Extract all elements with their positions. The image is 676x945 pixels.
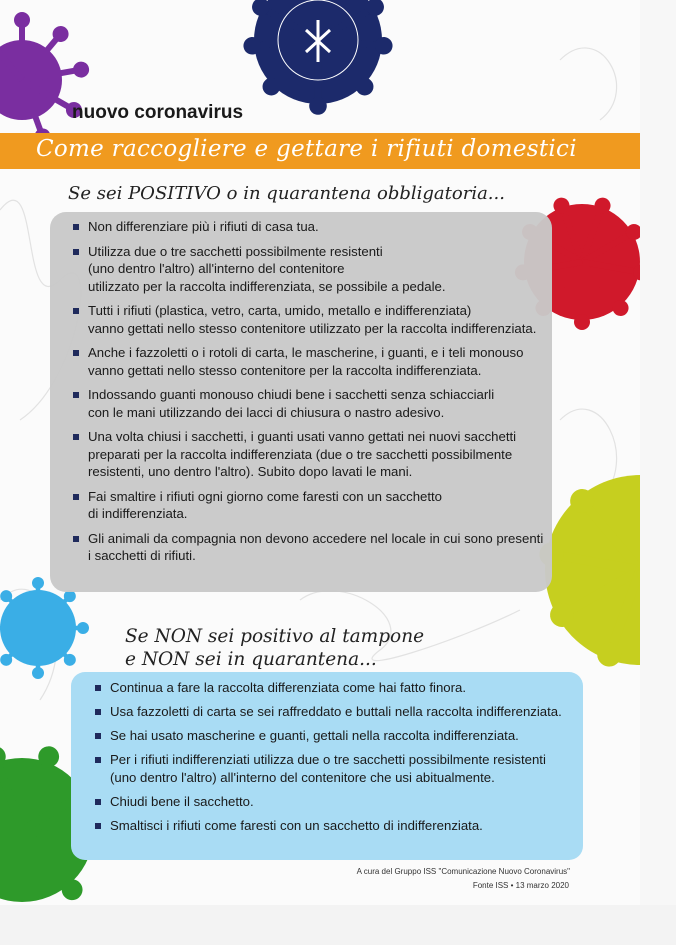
virus-lime-icon	[537, 475, 640, 670]
credit-text: A cura del Gruppo ISS "Comunicazione Nuovo Coronavirus"	[356, 867, 570, 876]
list-item: Per i rifiuti indifferenziati utilizza due o tre sacchetti possibilmente resistenti (uno dentro l'altro) all'interno del contenitore che usi abitualmente.	[90, 751, 580, 786]
section-negative-heading: Se NON sei positivo al tampone e NON sei in quarantena...	[125, 626, 425, 670]
virus-purple-icon	[0, 12, 90, 147]
right-margin	[640, 0, 676, 905]
list-item: Se hai usato mascherine e guanti, gettali nella raccolta indifferenziata.	[90, 727, 580, 745]
list-item: Chiudi bene il sacchetto.	[90, 793, 580, 811]
bottom-margin	[0, 905, 676, 945]
section-positive-list	[68, 218, 548, 572]
list-item: Indossando guanti monouso chiudi bene i sacchetti senza schiacciarli con le mani utilizzando dei lacci di chiusura o nastro adesivo.	[68, 386, 548, 421]
section-negative-list	[90, 679, 580, 841]
list-item: Smaltisci i rifiuti come faresti con un sacchetto di indifferenziata.	[90, 817, 580, 835]
list-item: Non differenziare più i rifiuti di casa tua.	[68, 218, 548, 236]
list-item: Anche i fazzoletti o i rotoli di carta, le mascherine, i guanti, e i teli monouso vanno gettati nello stesso contenitore per la raccolta indifferenziata.	[68, 344, 548, 379]
section-positive-heading: Se sei POSITIVO o in quarantena obbligatoria...	[68, 183, 505, 204]
list-item: Una volta chiusi i sacchetti, i guanti usati vanno gettati nei nuovi sacchetti preparati per la raccolta indifferenziata (due o tre sacchetti possibilmente resistenti, uno dentro l'altro). Subito dopo lavati le mani.	[68, 428, 548, 481]
list-item: Gli animali da compagnia non devono accedere nel locale in cui sono presenti i sacchetti di rifiuti.	[68, 530, 548, 565]
page-title: Come raccogliere e gettare i rifiuti domestici	[36, 136, 577, 162]
source-text: Fonte ISS • 13 marzo 2020	[472, 881, 569, 890]
list-item: Utilizza due o tre sacchetti possibilmente resistenti (uno dentro l'altro) all'interno del contenitore utilizzato per la raccolta indifferenziata, se possibile a pedale.	[68, 243, 548, 296]
list-item: Fai smaltire i rifiuti ogni giorno come faresti con un sacchetto di indifferenziata.	[68, 488, 548, 523]
list-item: Usa fazzoletti di carta se sei raffreddato e buttali nella raccolta indifferenziata.	[90, 703, 580, 721]
list-item: Tutti i rifiuti (plastica, vetro, carta, umido, metallo e indifferenziata) vanno gettati nello stesso contenitore utilizzato per la raccolta indifferenziata.	[68, 302, 548, 337]
virus-cyan-icon	[0, 577, 89, 679]
list-item: Continua a fare la raccolta differenziata come hai fatto finora.	[90, 679, 580, 697]
subtitle: nuovo coronavirus	[72, 102, 244, 123]
